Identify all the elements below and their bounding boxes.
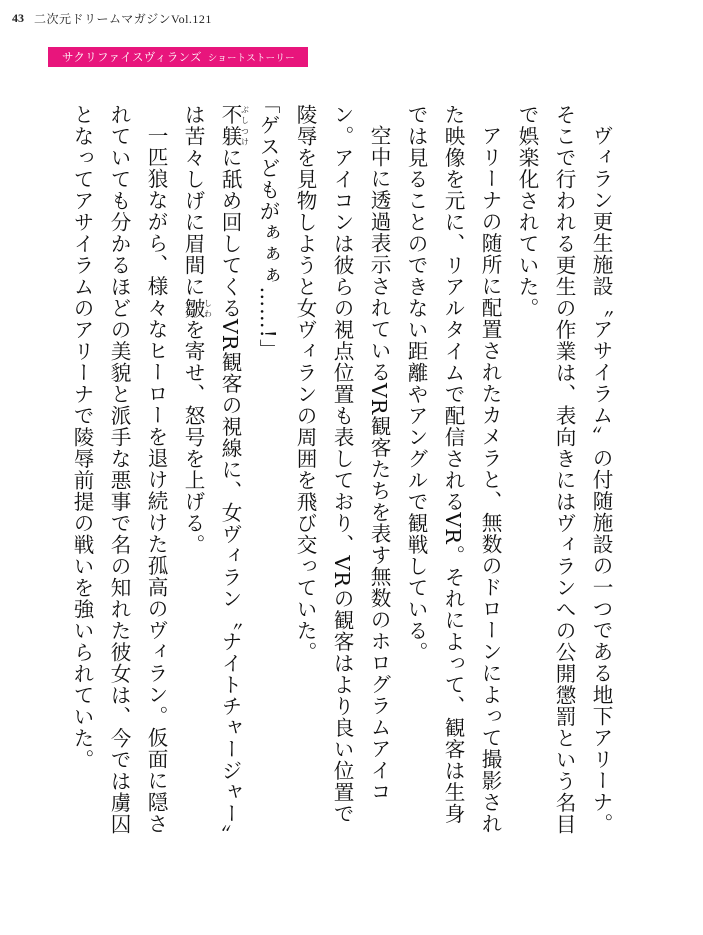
ruby-shiwa	[181, 297, 213, 320]
paragraph-2: アリーナの随所に配置されたカメラと、無数のドローンによって撮影された映像を元に、リアルタイムで配信されるVR。それによって、観客は生身では見ることのできない距離やアングルで観戦している。	[404, 104, 502, 835]
paragraph-5-part-2: を寄せ、怒号を上げる。	[181, 319, 205, 556]
paragraph-3: 空中に透過表示されているVR観客たちを表す無数のホログラムアイコン。アイコンは彼らの視点位置も表しており、VRの観客はより良い位置で陵辱を見物しようと女ヴィランの周囲を飛び交っていた。	[293, 104, 391, 825]
paragraph-5	[174, 104, 249, 844]
paragraph-1: ヴィラン更生施設〝アサイラム〟の付随施設の一つである地下アリーナ。そこで行われる更生の作業は、表向きにはヴィランへの公開懲罰という名目で娯楽化されていた。	[515, 104, 613, 835]
page-number: 43	[12, 10, 24, 25]
ruby-base-1: 不躾	[218, 104, 242, 147]
paragraph-6: 一匹狼ながら、様々なヒーローを退け続けた孤高のヴィラン。仮面に隠されていても分かるほどの美貌と派手な悪事で名の知れた彼女は、今では虜囚となってアサイラムのアリーナで陵辱前提の戦いを強いられていた。	[70, 104, 168, 835]
banner-title: サクリファイスヴィランズ	[62, 50, 202, 64]
paragraph-5-part-1: に舐め回してくるVR観客の視線に、女ヴィラン〝ナイトチャージャー〟は苦々しげに眉間に	[181, 104, 242, 836]
dialog-line: 「ゲスどもがぁぁぁ……!」	[256, 92, 280, 360]
section-banner	[48, 47, 308, 67]
magazine-title: 二次元ドリームマガジンVol.121	[34, 11, 212, 26]
page-header	[12, 8, 212, 28]
story-body	[70, 92, 619, 844]
ruby-base-2: 皺	[181, 297, 205, 319]
ruby-bushitsuke	[218, 104, 250, 147]
banner-label: ショートストーリー	[207, 53, 295, 64]
ruby-reading-1: ぶしつけ	[240, 104, 250, 147]
ruby-reading-2: しわ	[203, 297, 213, 319]
